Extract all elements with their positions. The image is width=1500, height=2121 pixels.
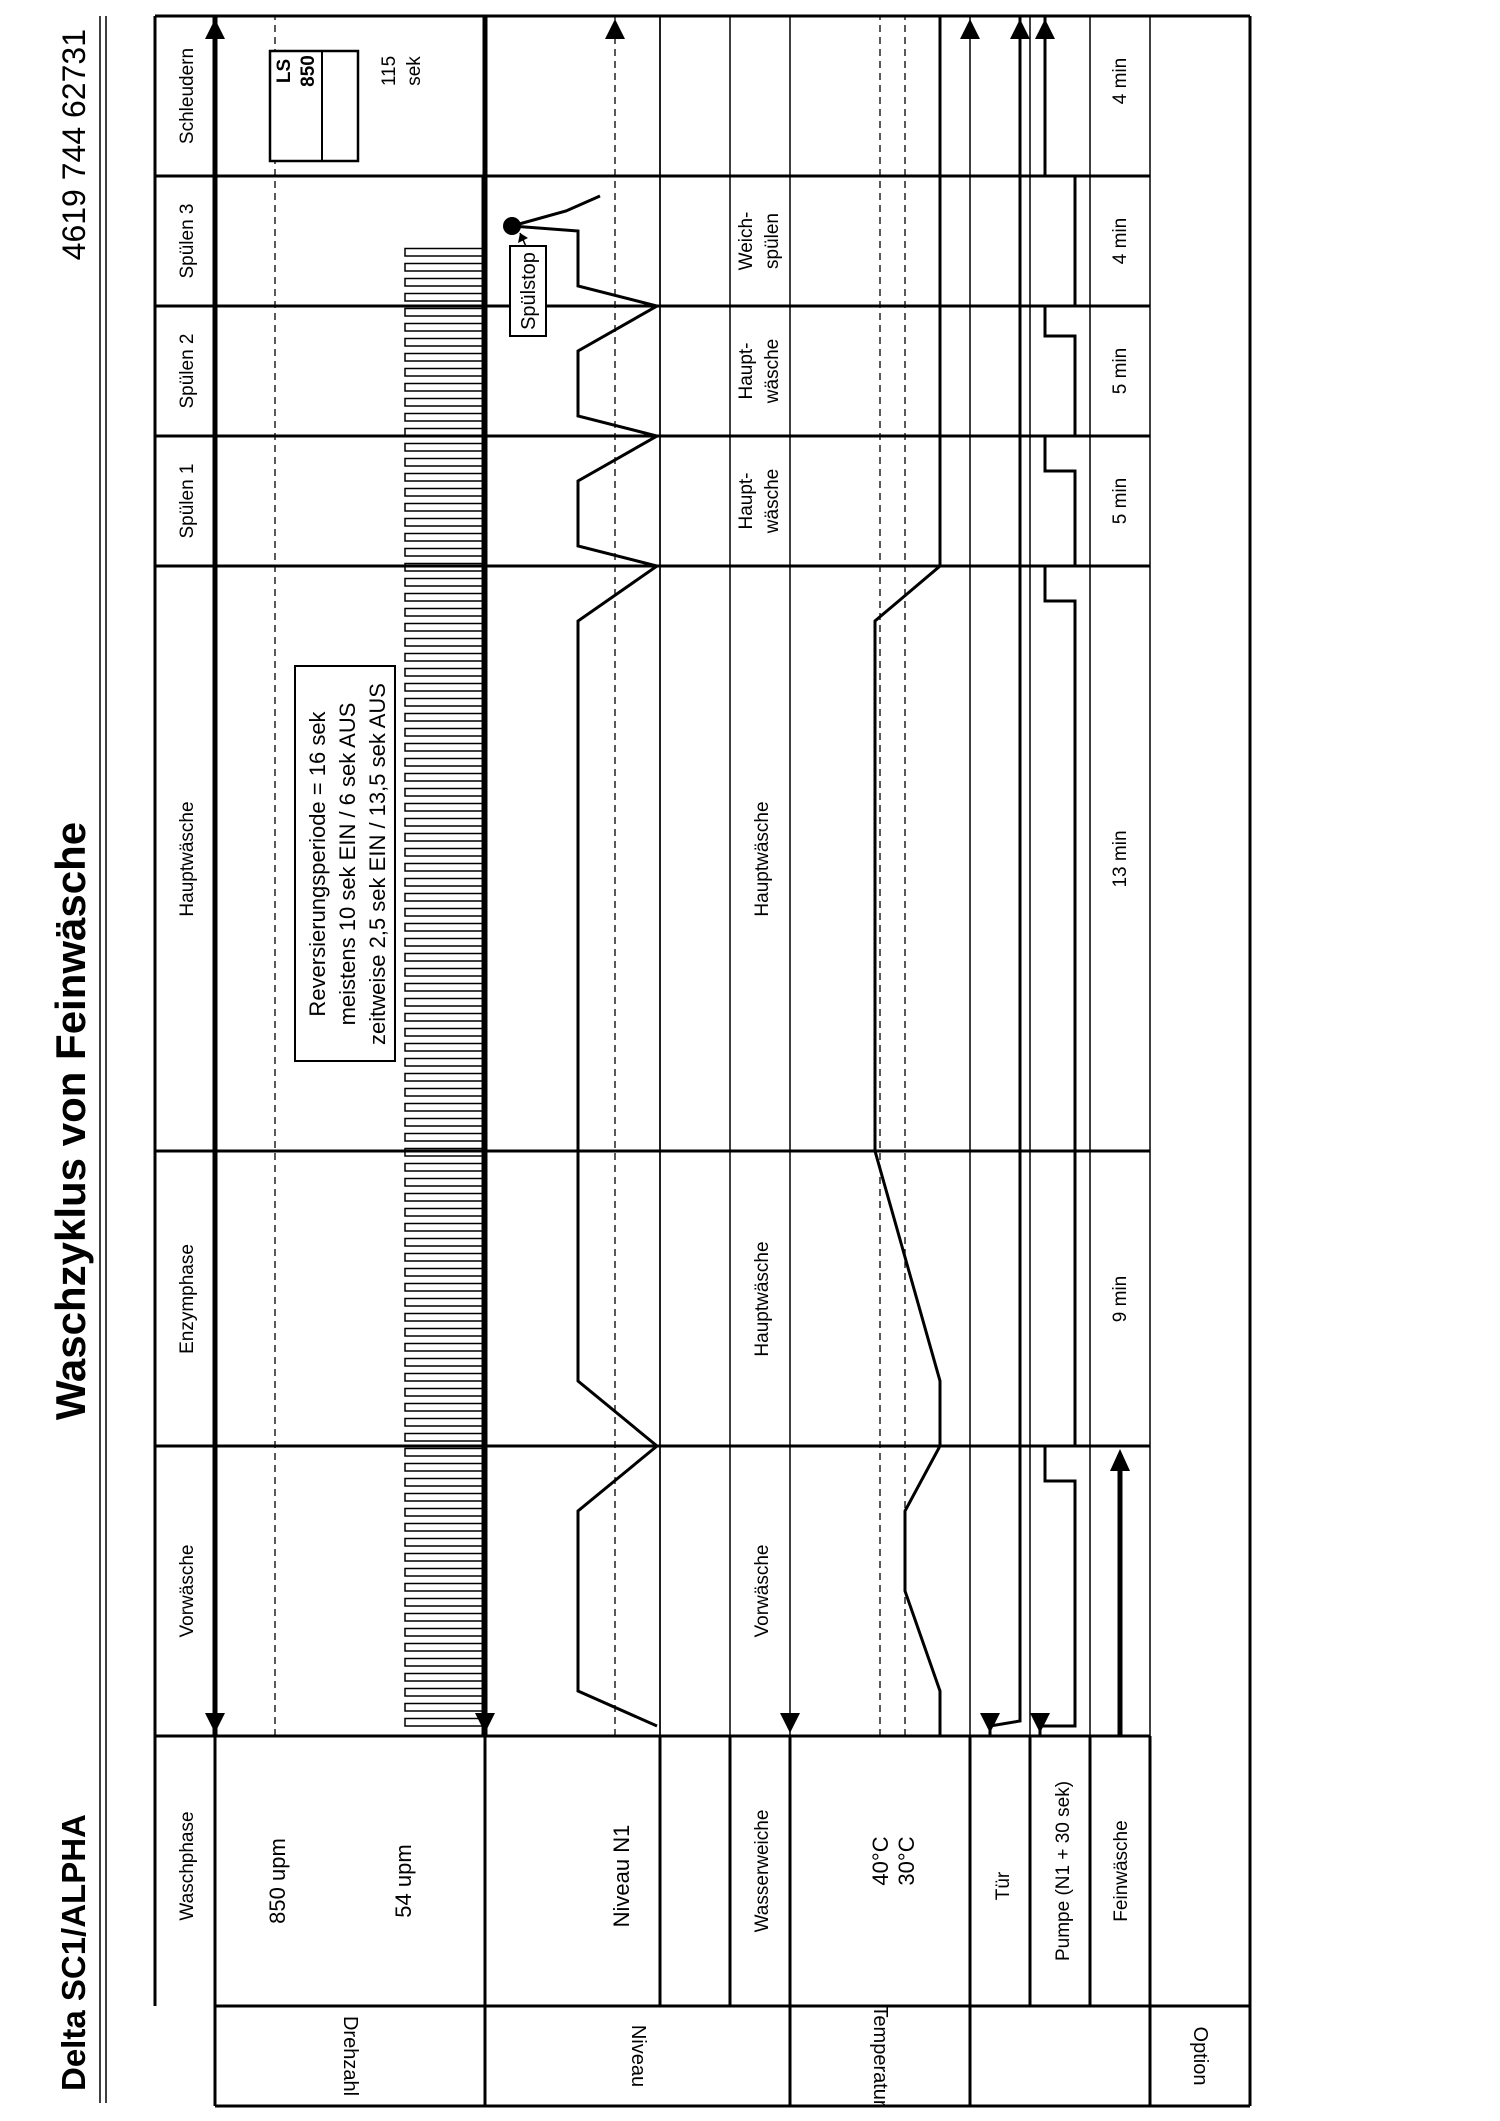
duration-spuelen-1: 5 min [1110,477,1131,525]
phase-name-schleudern: Schleudern [177,47,198,145]
duration-spuelen-2: 5 min [1110,347,1131,395]
reversal-note-line-2: meistens 10 sek EIN / 6 sek AUS [335,702,360,1026]
part-number: 4619 744 62731 [56,29,92,261]
door-arrow-end [1010,19,1030,39]
spuelstop-box [510,246,546,336]
spuelstop-marker [503,217,521,235]
weiche-vorwaesche: Vorwäsche [752,1544,773,1638]
speed-high-label: 850 upm [265,1838,290,1924]
niveau-arrow-start [475,1713,495,1733]
weiche-spuelen-1-l2: wäsche [762,468,783,534]
duration-spuelen-3: 4 min [1110,217,1131,265]
pump-arrow-end [1035,19,1055,39]
option-label: Option [1189,2026,1211,2086]
tuer-label: Tür [993,1871,1014,1901]
spin-speed: 850 [298,55,319,87]
diagram-title: Waschzyklus von Feinwäsche [47,821,94,1421]
reversal-note-line-3: zeitweise 2,5 sek EIN / 13,5 sek AUS [365,683,390,1045]
phase-name-enzymphase: Enzymphase [177,1244,198,1354]
temp-low-label: 30°C [894,1836,919,1886]
door-arrow-start [980,1713,1000,1733]
pump-arrow-start [1030,1713,1050,1733]
spuelstop-label: Spülstop [518,252,540,330]
spin-box [270,51,425,161]
weiche-spuelen-1-l1: Haupt- [736,472,757,530]
temperature-curve [875,16,940,1736]
weiche-spuelen-3-l2: spülen [762,213,783,269]
speed-arrow-start [205,1713,225,1733]
reversal-note-line-1: Reversierungsperiode = 16 sek [305,711,330,1017]
temperature-arrow-end [960,19,980,39]
speed-low-label: 54 upm [391,1844,416,1918]
door-signal [990,16,1020,1736]
speed-arrow-end [205,19,225,39]
wasserweiche-label: Wasserweiche [752,1809,773,1933]
phase-name-vorwaesche: Vorwäsche [177,1544,198,1638]
drehzahl-label: Drehzahl [339,2015,361,2097]
niveau-curve [578,241,657,1726]
niveau-n1-label: Niveau N1 [609,1824,634,1928]
niveau-label: Niveau [627,2024,649,2088]
temperatur-label: Temperatur [869,2005,891,2107]
weiche-spuelen-2-l2: wäsche [762,338,783,404]
spin-unit: sek [404,56,425,86]
niveau-spin-drain [512,196,600,241]
option-arrow [1110,1449,1130,1471]
phase-name-spuelen-2: Spülen 2 [177,333,198,409]
weiche-spuelen-3-l1: Weich- [736,211,757,271]
row-label-column [215,1736,1150,2006]
model-label: Delta SC1/ALPHA [55,1814,92,2091]
pump-signal [1040,16,1075,1736]
temp-high-label: 40°C [868,1836,893,1886]
spin-ls: LS [274,58,295,84]
option-feinwaesche-label: Feinwäsche [1111,1820,1132,1922]
weiche-spuelen-2-l1: Haupt- [736,342,757,400]
phase-name-spuelen-1: Spülen 1 [177,463,198,539]
reversal-pulse-train [405,241,484,1726]
duration-schleudern: 4 min [1110,57,1131,105]
niveau-arrow-end [605,19,625,39]
reversal-note-box [295,666,395,1061]
pumpe-label: Pumpe (N1 + 30 sek) [1053,1780,1074,1962]
duration-hauptwaesche: 13 min [1110,830,1131,888]
temperature-arrow-start [780,1713,800,1733]
waschphase-label: Waschphase [177,1811,198,1921]
phase-name-spuelen-3: Spülen 3 [177,203,198,279]
weiche-hauptwaesche: Hauptwäsche [752,801,773,917]
weiche-enzymphase: Hauptwäsche [752,1241,773,1357]
phase-name-hauptwaesche: Hauptwäsche [177,801,198,917]
duration-enzymphase: 9 min [1110,1275,1131,1323]
spin-time: 115 [379,55,400,87]
